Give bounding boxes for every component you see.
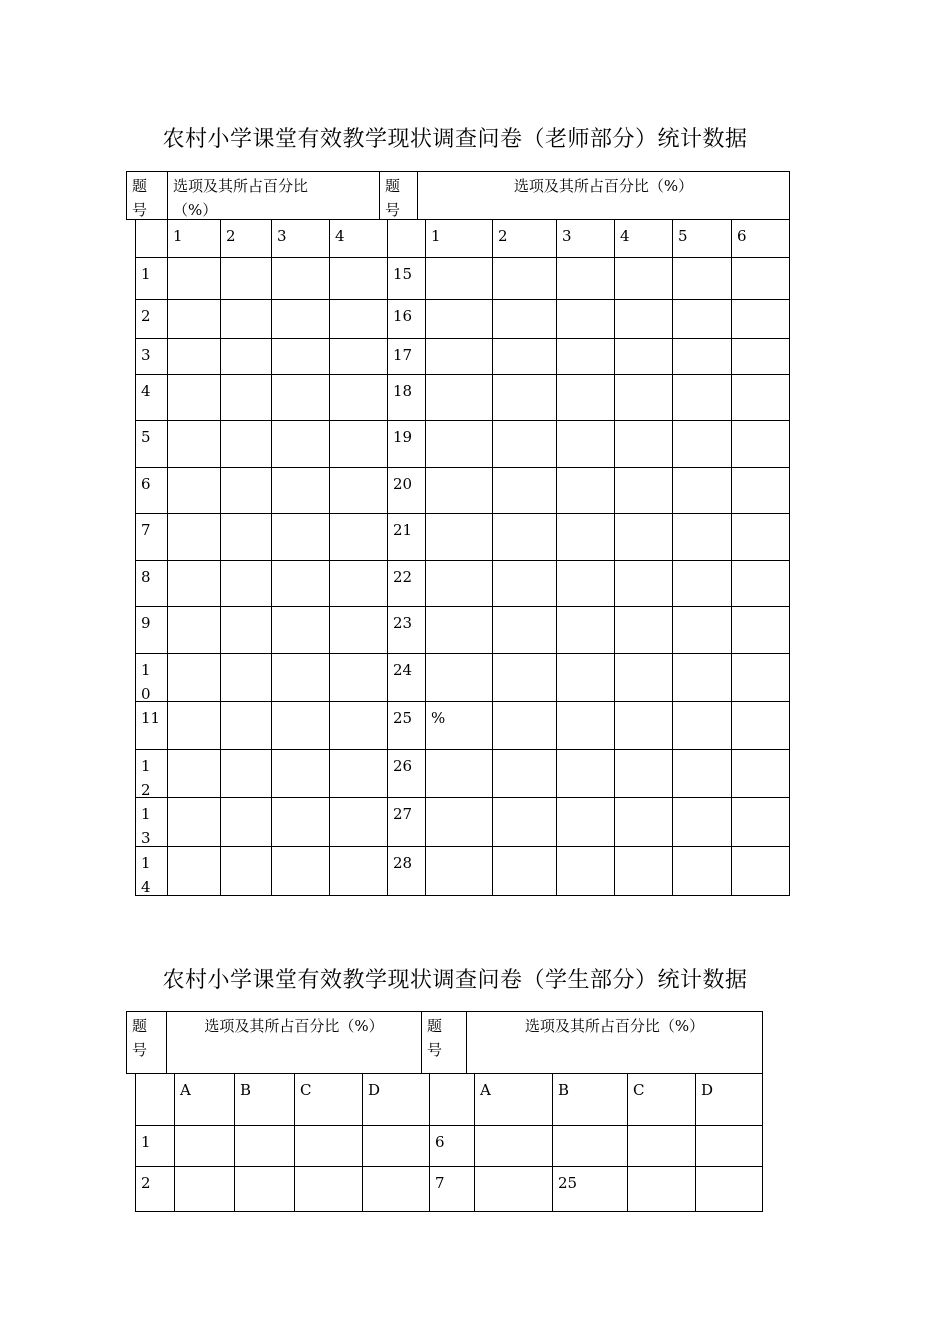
option-header-cell: C xyxy=(627,1073,696,1126)
question-number-cell: 27 xyxy=(387,797,426,847)
data-cell xyxy=(731,846,790,896)
question-number-cell: 7 xyxy=(429,1166,475,1212)
data-cell xyxy=(271,846,330,896)
data-cell xyxy=(614,374,673,421)
data-cell xyxy=(425,560,493,607)
data-cell xyxy=(167,606,221,654)
question-number-cell: 5 xyxy=(135,420,168,468)
data-cell xyxy=(556,846,615,896)
data-cell xyxy=(271,797,330,847)
data-cell xyxy=(425,606,493,654)
data-cell xyxy=(271,257,330,300)
data-cell xyxy=(425,299,493,339)
data-cell xyxy=(362,1166,430,1212)
data-cell xyxy=(329,846,388,896)
header-options-percent: 选项及其所占百分比（%） xyxy=(166,1011,422,1074)
option-header-cell: C xyxy=(294,1073,363,1126)
data-cell xyxy=(425,846,493,896)
header-options-percent: 选项及其所占百分比 （%） xyxy=(167,171,380,220)
data-cell xyxy=(614,701,673,750)
data-cell xyxy=(167,299,221,339)
question-number-cell: 19 xyxy=(387,420,426,468)
data-cell xyxy=(425,338,493,375)
question-number-cell: 25 xyxy=(387,701,426,750)
question-number-cell: 17 xyxy=(387,338,426,375)
data-cell xyxy=(672,560,732,607)
data-cell xyxy=(329,701,388,750)
data-cell xyxy=(614,653,673,702)
data-cell xyxy=(672,257,732,300)
header-options-percent: 选项及其所占百分比（%） xyxy=(417,171,790,220)
data-cell xyxy=(220,299,272,339)
data-cell xyxy=(220,606,272,654)
option-header-cell: 1 xyxy=(167,219,221,258)
data-cell xyxy=(492,606,557,654)
data-cell xyxy=(492,846,557,896)
data-cell xyxy=(329,606,388,654)
data-cell xyxy=(271,701,330,750)
data-cell xyxy=(492,257,557,300)
data-cell xyxy=(492,513,557,561)
data-cell xyxy=(556,513,615,561)
option-header-cell: D xyxy=(362,1073,430,1126)
data-cell xyxy=(271,653,330,702)
data-cell xyxy=(672,606,732,654)
data-cell xyxy=(425,374,493,421)
option-header-cell: B xyxy=(552,1073,628,1126)
option-header-cell: A xyxy=(174,1073,235,1126)
question-number-cell: 2 xyxy=(135,1166,175,1212)
option-header-cell: 4 xyxy=(614,219,673,258)
header-question-no: 题 号 xyxy=(126,1011,167,1074)
question-number-cell: 7 xyxy=(135,513,168,561)
question-number-cell: 2 xyxy=(135,299,168,339)
data-cell xyxy=(329,257,388,300)
header-question-no: 题 号 xyxy=(126,171,168,220)
data-cell xyxy=(271,338,330,375)
data-cell xyxy=(492,797,557,847)
data-cell xyxy=(220,846,272,896)
data-cell xyxy=(271,513,330,561)
data-cell xyxy=(220,797,272,847)
data-cell xyxy=(220,420,272,468)
data-cell xyxy=(167,749,221,798)
data-cell xyxy=(329,374,388,421)
data-cell xyxy=(556,338,615,375)
question-number-cell: 18 xyxy=(387,374,426,421)
question-number-cell: 9 xyxy=(135,606,168,654)
header-question-no: 题 号 xyxy=(379,171,418,220)
data-cell xyxy=(672,749,732,798)
option-header-cell: 5 xyxy=(672,219,732,258)
data-cell xyxy=(556,420,615,468)
data-cell xyxy=(731,338,790,375)
data-cell xyxy=(731,420,790,468)
option-header-cell: B xyxy=(234,1073,295,1126)
blank-cell xyxy=(429,1073,475,1126)
data-cell xyxy=(614,846,673,896)
question-number-cell: 8 xyxy=(135,560,168,607)
data-cell xyxy=(425,467,493,514)
data-cell xyxy=(672,846,732,896)
data-cell xyxy=(672,299,732,339)
data-cell xyxy=(220,257,272,300)
data-cell xyxy=(614,797,673,847)
data-cell xyxy=(329,749,388,798)
data-cell xyxy=(695,1125,763,1167)
data-cell xyxy=(220,338,272,375)
question-number-cell: 3 xyxy=(135,338,168,375)
data-cell xyxy=(614,513,673,561)
data-cell xyxy=(271,606,330,654)
data-cell xyxy=(234,1125,295,1167)
question-number-cell: 1 xyxy=(135,1125,175,1167)
blank-cell xyxy=(135,219,168,258)
data-cell xyxy=(167,560,221,607)
data-cell xyxy=(294,1166,363,1212)
question-number-cell: 15 xyxy=(387,257,426,300)
data-cell xyxy=(731,467,790,514)
data-cell xyxy=(167,467,221,514)
data-cell xyxy=(425,513,493,561)
teacher-table-title: 农村小学课堂有效教学现状调查问卷（老师部分）统计数据 xyxy=(162,127,748,152)
data-cell: % xyxy=(425,701,493,750)
data-cell xyxy=(294,1125,363,1167)
data-cell xyxy=(614,606,673,654)
data-cell xyxy=(174,1125,235,1167)
data-cell xyxy=(614,560,673,607)
option-header-cell: 6 xyxy=(731,219,790,258)
data-cell xyxy=(731,797,790,847)
data-cell xyxy=(492,749,557,798)
data-cell xyxy=(220,513,272,561)
data-cell xyxy=(492,467,557,514)
data-cell xyxy=(556,299,615,339)
data-cell xyxy=(329,338,388,375)
data-cell xyxy=(271,374,330,421)
data-cell xyxy=(492,420,557,468)
data-cell xyxy=(329,420,388,468)
question-number-cell: 1 xyxy=(135,257,168,300)
data-cell xyxy=(474,1166,553,1212)
data-cell xyxy=(556,701,615,750)
data-cell xyxy=(271,467,330,514)
data-cell xyxy=(672,513,732,561)
data-cell xyxy=(492,374,557,421)
data-cell xyxy=(329,513,388,561)
option-header-cell: 2 xyxy=(220,219,272,258)
data-cell xyxy=(425,257,493,300)
option-header-cell: 3 xyxy=(271,219,330,258)
data-cell xyxy=(492,560,557,607)
data-cell xyxy=(556,797,615,847)
question-number-cell: 23 xyxy=(387,606,426,654)
data-cell xyxy=(614,338,673,375)
question-number-cell: 1 4 xyxy=(135,846,168,896)
question-number-cell: 20 xyxy=(387,467,426,514)
blank-cell xyxy=(135,1073,175,1126)
data-cell xyxy=(362,1125,430,1167)
question-number-cell: 26 xyxy=(387,749,426,798)
data-cell xyxy=(167,374,221,421)
data-cell xyxy=(425,653,493,702)
data-cell xyxy=(167,653,221,702)
data-cell xyxy=(329,653,388,702)
data-cell xyxy=(425,420,493,468)
data-cell xyxy=(329,560,388,607)
question-number-cell: 24 xyxy=(387,653,426,702)
header-question-no: 题 号 xyxy=(421,1011,467,1074)
data-cell xyxy=(627,1125,696,1167)
data-cell xyxy=(614,257,673,300)
data-cell xyxy=(672,338,732,375)
blank-cell xyxy=(387,219,426,258)
data-cell xyxy=(731,606,790,654)
question-number-cell: 28 xyxy=(387,846,426,896)
data-cell xyxy=(556,374,615,421)
data-cell xyxy=(220,560,272,607)
option-header-cell: 3 xyxy=(556,219,615,258)
data-cell xyxy=(731,513,790,561)
data-cell xyxy=(731,653,790,702)
data-cell: 25 xyxy=(552,1166,628,1212)
data-cell xyxy=(167,797,221,847)
data-cell xyxy=(672,701,732,750)
data-cell xyxy=(731,257,790,300)
question-number-cell: 22 xyxy=(387,560,426,607)
data-cell xyxy=(552,1125,628,1167)
data-cell xyxy=(329,467,388,514)
data-cell xyxy=(167,420,221,468)
data-cell xyxy=(220,374,272,421)
data-cell xyxy=(271,299,330,339)
data-cell xyxy=(167,338,221,375)
option-header-cell: 2 xyxy=(492,219,557,258)
data-cell xyxy=(492,299,557,339)
student-table-title: 农村小学课堂有效教学现状调查问卷（学生部分）统计数据 xyxy=(162,968,748,993)
data-cell xyxy=(167,846,221,896)
header-options-percent: 选项及其所占百分比（%） xyxy=(466,1011,763,1074)
data-cell xyxy=(731,749,790,798)
data-cell xyxy=(329,299,388,339)
data-cell xyxy=(220,653,272,702)
data-cell xyxy=(556,257,615,300)
option-header-cell: A xyxy=(474,1073,553,1126)
data-cell xyxy=(695,1166,763,1212)
data-cell xyxy=(474,1125,553,1167)
question-number-cell: 6 xyxy=(135,467,168,514)
data-cell xyxy=(672,420,732,468)
data-cell xyxy=(220,467,272,514)
data-cell xyxy=(556,653,615,702)
data-cell xyxy=(271,420,330,468)
data-cell xyxy=(614,299,673,339)
data-cell xyxy=(234,1166,295,1212)
data-cell xyxy=(614,467,673,514)
data-cell xyxy=(425,749,493,798)
question-number-cell: 21 xyxy=(387,513,426,561)
data-cell xyxy=(271,749,330,798)
option-header-cell: 4 xyxy=(329,219,388,258)
option-header-cell: 1 xyxy=(425,219,493,258)
data-cell xyxy=(492,653,557,702)
question-number-cell: 6 xyxy=(429,1125,475,1167)
data-cell xyxy=(731,701,790,750)
question-number-cell: 1 0 xyxy=(135,653,168,702)
option-header-cell: D xyxy=(695,1073,763,1126)
question-number-cell: 16 xyxy=(387,299,426,339)
data-cell xyxy=(492,701,557,750)
data-cell xyxy=(492,338,557,375)
data-cell xyxy=(672,797,732,847)
data-cell xyxy=(220,701,272,750)
data-cell xyxy=(672,653,732,702)
data-cell xyxy=(614,749,673,798)
data-cell xyxy=(167,257,221,300)
data-cell xyxy=(174,1166,235,1212)
data-cell xyxy=(556,606,615,654)
data-cell xyxy=(556,560,615,607)
data-cell xyxy=(556,467,615,514)
data-cell xyxy=(672,374,732,421)
question-number-cell: 1 3 xyxy=(135,797,168,847)
data-cell xyxy=(614,420,673,468)
data-cell xyxy=(271,560,330,607)
data-cell xyxy=(731,374,790,421)
data-cell xyxy=(672,467,732,514)
data-cell xyxy=(167,513,221,561)
data-cell xyxy=(556,749,615,798)
data-cell xyxy=(167,701,221,750)
data-cell xyxy=(627,1166,696,1212)
data-cell xyxy=(329,797,388,847)
data-cell xyxy=(731,560,790,607)
data-cell xyxy=(220,749,272,798)
data-cell xyxy=(731,299,790,339)
data-cell xyxy=(425,797,493,847)
question-number-cell: 1 2 xyxy=(135,749,168,798)
question-number-cell: 11 xyxy=(135,701,168,750)
question-number-cell: 4 xyxy=(135,374,168,421)
